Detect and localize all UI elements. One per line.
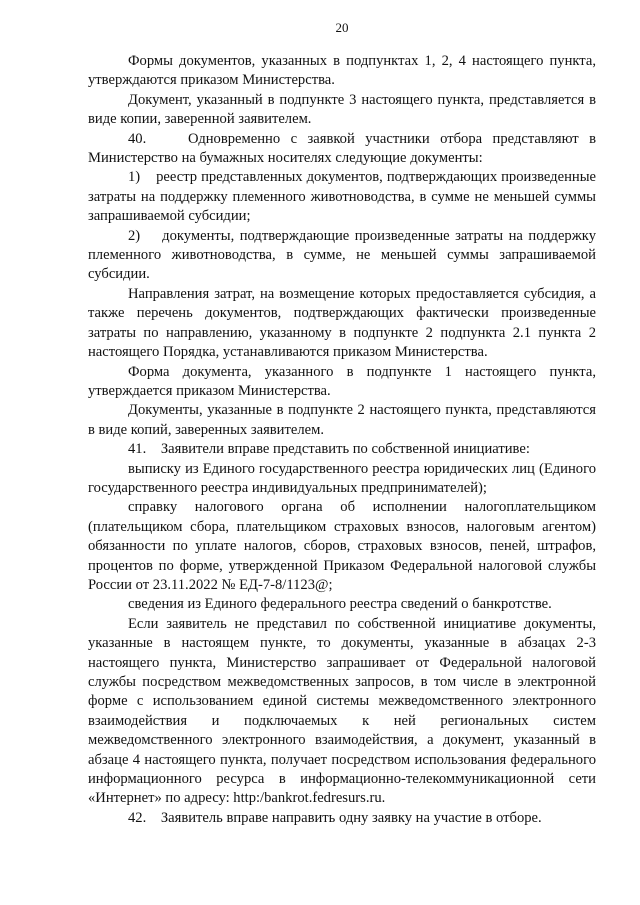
- paragraph-item-40-1: 1) реестр представленных документов, подтверждающих произведенные затраты на поддержку племенного животноводства, в сумме не меньшей суммы запрашиваемой субсидии;: [88, 169, 596, 225]
- paragraph-item-40-2: 2) документы, подтверждающие произведенные затраты на поддержку племенного животноводства, в сумме, не меньшей суммы запрашиваемой субсидии.: [88, 227, 596, 283]
- paragraph-cost-directions: Направления затрат, на возмещение которых предоставляется субсидия, а также перечень документов, подтверждающих фактически произведенные затраты по направлению, указанному в подпункте 2 подпункта 2.1 пункта 2 настоящего Порядка, устанавливаются приказом Министерства.: [88, 285, 596, 361]
- paragraph-bankruptcy-info: сведения из Единого федерального реестра сведений о банкротстве.: [128, 596, 552, 613]
- paragraph-tax-certificate: справку налогового органа об исполнении налогоплательщиком (плательщиком сбора, плательщиком страховых взносов, налоговым агентом) обязанности по уплате налогов, сборов, страховых взносов, пеней, штрафов, процентов по форме, утвержденной Приказом Федеральной налоговой службы России от 23.11.2022 № ЕД-7-8/1123@;: [88, 499, 596, 593]
- document-body: [88, 52, 596, 828]
- paragraph-forms-approval: Формы документов, указанных в подпунктах 1, 2, 4 настоящего пункта, утверждаются приказом Министерства.: [88, 53, 596, 89]
- paragraph-document-form: Форма документа, указанного в подпункте 1 настоящего пункта, утверждается приказом Министерства.: [88, 363, 596, 399]
- paragraph-copy-document: Документ, указанный в подпункте 3 настоящего пункта, представляется в виде копии, заверенной заявителем.: [88, 91, 596, 128]
- paragraph-interagency-requests: Если заявитель не представил по собственной инициативе документы, указанные в настоящем пункте, то документы, указанные в абзацах 2-3 настоящего пункта, Министерство запрашивает от Федеральной налоговой службы посредством межведомственных запросов, в том числе в электронной форме с использованием единой системы межведомственного электронного взаимодействия и подключаемых к ней региональных систем межведомственного электронного взаимодействия, а документ, указанный в абзаце 4 настоящего пункта, получает посредством использования федерального информационного ресурса в информационно-телекоммуникационной сети «Интернет» по адресу: http:/bankrot.fedresurs.ru.: [88, 615, 596, 807]
- paragraph-item-42: 42. Заявитель вправе направить одну заявку на участие в отборе.: [128, 809, 542, 826]
- paragraph-registry-extract: выписку из Единого государственного реестра юридических лиц (Единого государственного реестра индивидуальных предпринимателей);: [88, 460, 596, 496]
- paragraph-item-40: 40. Одновременно с заявкой участники отбора представляют в Министерство на бумажных носителях следующие документы:: [88, 130, 596, 167]
- page-number: 20: [335, 20, 349, 35]
- paragraph-item-41: 41. Заявители вправе представить по собственной инициативе:: [128, 441, 530, 458]
- paragraph-documents-copies: Документы, указанные в подпункте 2 настоящего пункта, представляются в виде копий, заверенных заявителем.: [88, 402, 596, 438]
